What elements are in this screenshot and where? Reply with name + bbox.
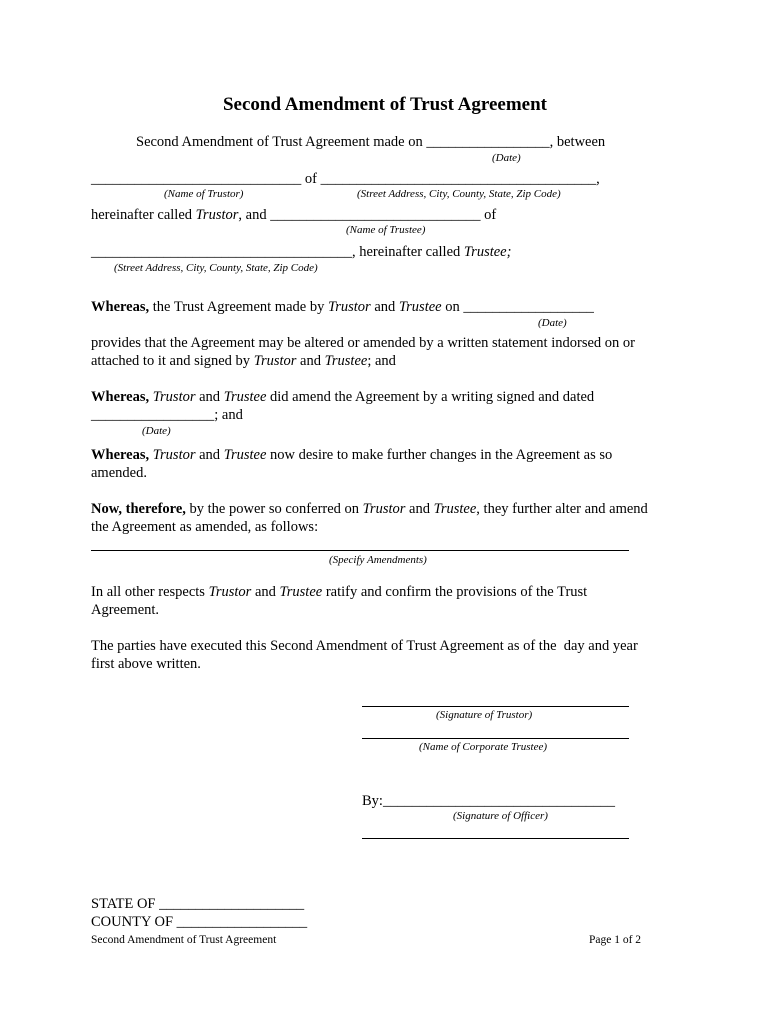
now-therefore-line-1: Now, therefore, by the power so conferred on Trustor and Trustee, they further alter and amend: [91, 501, 648, 517]
trustor-signature-rule: [362, 706, 629, 707]
intro-date-caption: (Date): [492, 152, 521, 164]
ratify-line-1: In all other respects Trustor and Trustee ratify and confirm the provisions of the Trust: [91, 584, 588, 600]
corporate-trustee-rule: [362, 738, 629, 739]
whereas-1-line-1: Whereas, the Trust Agreement made by Trustor and Trustee on __________________: [91, 299, 594, 315]
whereas-3-line-1: Whereas, Trustor and Trustee now desire to make further changes in the Agreement as so: [91, 447, 613, 463]
signature-of-officer-caption: (Signature of Officer): [453, 810, 548, 822]
street-address-caption-2: (Street Address, City, County, State, Zip Code): [114, 262, 318, 274]
trustee-line: ____________________________________, hereinafter called Trustee;: [91, 244, 512, 260]
intro-made-on: Second Amendment of Trust Agreement made on _________________, between: [136, 134, 606, 150]
whereas-1-line-2: provides that the Agreement may be altered or amended by a written statement indorsed on or: [91, 335, 635, 351]
specify-amendments-caption: (Specify Amendments): [329, 554, 427, 566]
trustor-line: _____________________________ of ______________________________________,: [91, 171, 600, 187]
whereas-2-date-caption: (Date): [142, 425, 171, 437]
document-title: Second Amendment of Trust Agreement: [222, 94, 548, 115]
whereas-1-line-3: attached to it and signed by Trustor and Trustee; and: [91, 353, 396, 369]
whereas-2-line-1: Whereas, Trustor and Trustee did amend the Agreement by a writing signed and dated: [91, 389, 595, 405]
signature-of-trustor-caption: (Signature of Trustor): [436, 709, 533, 721]
whereas-1-date-caption: (Date): [538, 317, 567, 329]
corporate-trustee-caption: (Name of Corporate Trustee): [419, 741, 548, 753]
executed-line-2: first above written.: [91, 656, 201, 672]
name-of-trustor-caption: (Name of Trustor): [164, 188, 244, 200]
name-of-trustee-caption: (Name of Trustee): [346, 224, 426, 236]
executed-line-1: The parties have executed this Second Amendment of Trust Agreement as of the day and year: [91, 638, 638, 654]
by-officer-line: By:________________________________: [362, 793, 615, 809]
now-therefore-line-2: the Agreement as amended, as follows:: [91, 519, 319, 535]
ratify-line-2: Agreement.: [91, 602, 160, 618]
amendments-rule: [91, 550, 629, 551]
whereas-3-line-2: amended.: [91, 465, 147, 481]
footer-title: Second Amendment of Trust Agreement: [91, 934, 277, 946]
county-line: COUNTY OF __________________: [91, 914, 308, 930]
hereinafter-trustor-line: hereinafter called Trustor, and _____________________________ of: [91, 207, 497, 223]
officer-title-rule: [362, 838, 629, 839]
whereas-2-line-2: _________________; and: [91, 407, 243, 423]
footer-page-number: Page 1 of 2: [589, 934, 642, 946]
street-address-caption-1: (Street Address, City, County, State, Zip Code): [357, 188, 561, 200]
state-line: STATE OF ____________________: [91, 896, 305, 912]
